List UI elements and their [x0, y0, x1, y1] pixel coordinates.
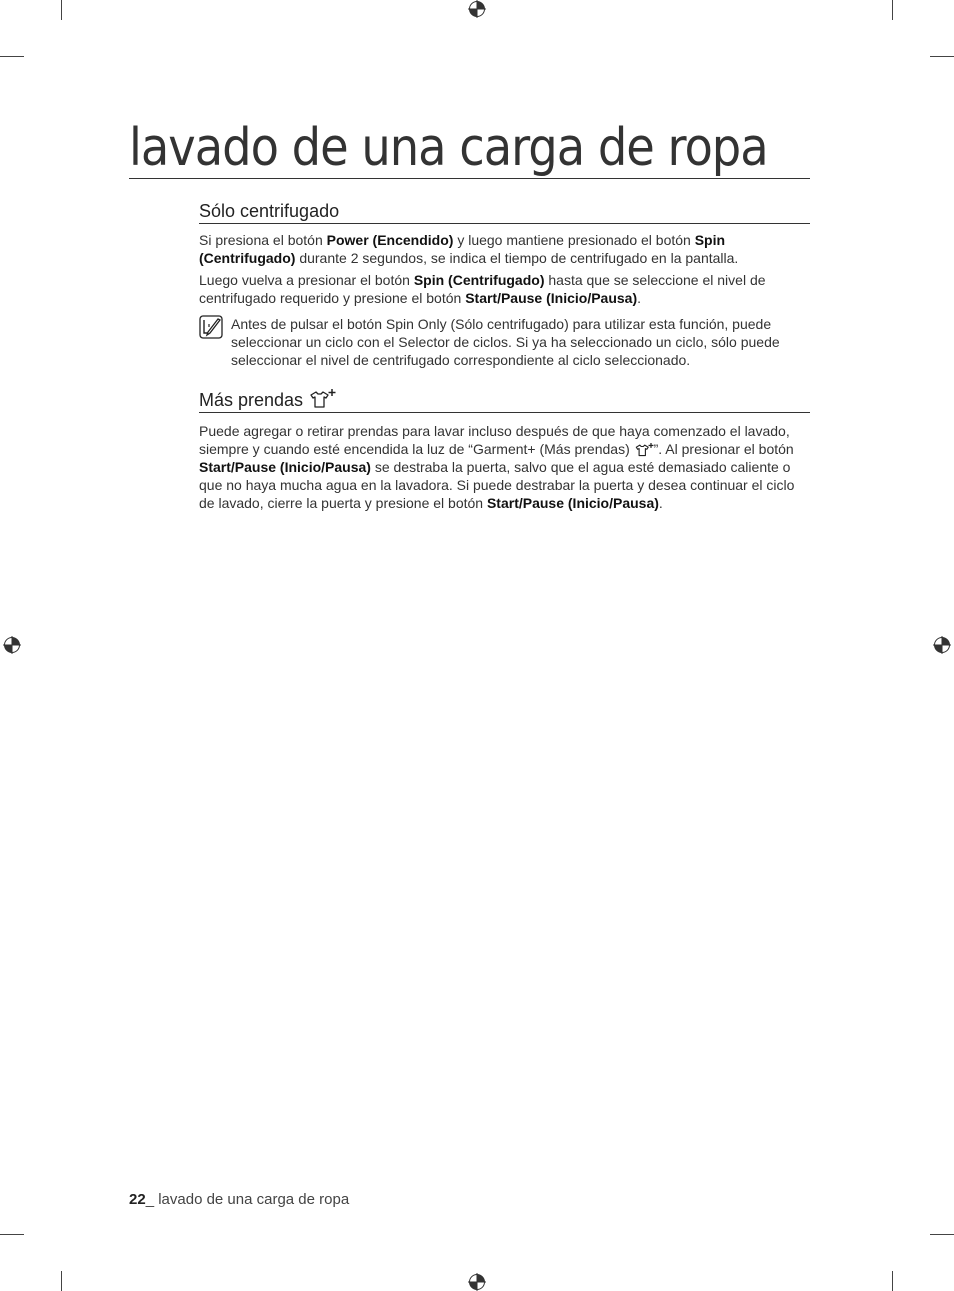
page-number: 22: [129, 1191, 146, 1208]
garment-plus-icon: [634, 443, 654, 457]
garment-plus-icon: [308, 389, 336, 409]
crop-mark: [0, 1234, 24, 1235]
section-heading-spin-only: Sólo centrifugado: [199, 200, 810, 224]
registration-mark-icon: [468, 1273, 486, 1291]
page-title: lavado de una carga de ropa: [129, 118, 810, 179]
crop-mark: [892, 0, 893, 20]
note-text: Antes de pulsar el botón Spin Only (Sólo centrifugado) para utilizar esta función, puede seleccionar un ciclo con el Selector de ciclos. Si ya ha seleccionado un ciclo, sólo puede seleccionar el nivel de centrifugado correspondiente al ciclo seleccionado.: [231, 316, 780, 368]
crop-mark: [0, 56, 24, 57]
crop-mark: [930, 1234, 954, 1235]
page-footer: 22_ lavado de una carga de ropa: [129, 1191, 350, 1208]
note-pencil-icon: [199, 315, 223, 339]
crop-mark: [930, 56, 954, 57]
crop-mark: [61, 0, 62, 20]
more-garments-paragraph: Puede agregar o retirar prendas para lavar incluso después de que haya comenzado el lavado, siempre y cuando esté encendida la luz de “Garment+ (Más prendas) ”. Al presionar el botón Start/Pause (Inicio/Pausa) se destraba la puerta, salvo que el agua esté demasiado caliente o que no haya mucha agua en la lavadora. Si puede destrabar la puerta y desea continuar el ciclo de lavado, cierre la puerta y presione el botón Start/Pause (Inicio/Pausa).: [199, 423, 795, 511]
note-block: [199, 315, 810, 369]
section-heading-more-garments: Más prendas: [199, 389, 810, 413]
spin-only-paragraph-2: Luego vuelva a presionar el botón Spin (Centrifugado) hasta que se seleccione el nivel de centrifugado requerido y presione el botón Start/Pause (Inicio/Pausa).: [199, 272, 766, 306]
footer-chapter-title: lavado de una carga de ropa: [158, 1191, 350, 1208]
registration-mark-icon: [3, 636, 21, 654]
crop-mark: [61, 1271, 62, 1291]
content-column: [199, 200, 810, 512]
registration-mark-icon: [468, 0, 486, 18]
crop-mark: [892, 1271, 893, 1291]
spin-only-paragraph-1: Si presiona el botón Power (Encendido) y luego mantiene presionado el botón Spin (Centrifugado) durante 2 segundos, se indica el tiempo de centrifugado en la pantalla.: [199, 232, 739, 266]
registration-mark-icon: [933, 636, 951, 654]
